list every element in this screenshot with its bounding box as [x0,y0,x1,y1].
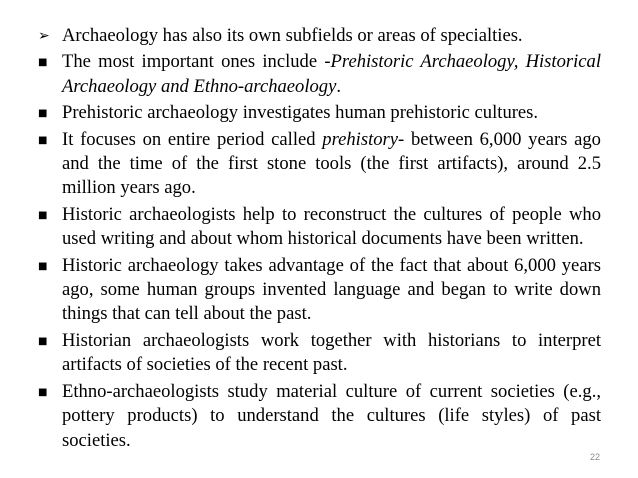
bullet-text [62,51,601,96]
square-bullet-icon: ■ [38,209,48,221]
bullet-item [38,329,601,378]
bullet-text-segment: Prehistoric archaeology investigates human prehistoric cultures. [62,102,539,124]
bullet-text-italic: prehistory [322,128,399,150]
bullet-item [38,50,601,99]
bullet-text [62,381,601,451]
square-bullet-icon: ■ [38,335,48,347]
bullet-text-italic: Prehistoric Archaeology, Historical Archaeology and Ethno-archaeology [62,51,601,97]
bullet-list [38,24,601,455]
bullet-text [62,204,601,249]
bullet-text-segment: Historian archaeologists work together with historians to interpret artifacts of societies of the recent past. [62,329,601,376]
bullet-text [62,102,538,123]
bullet-item [38,128,601,201]
bullet-item [38,254,601,327]
square-bullet-icon: ■ [38,260,48,272]
bullet-text-segment: Historic archaeology takes advantage of the fact that about 6,000 years ago, some human groups invented language and began to write down things that can tell about the past. [62,254,601,325]
bullet-text [62,25,523,46]
bullet-item [38,203,601,252]
bullet-text-segment: - between 6,000 years ago and the time of the first stone tools (the first artifacts), around 2.5 million years ago. [62,128,601,199]
bullet-text-segment: The most important ones include - [62,51,331,73]
bullet-item [38,24,601,48]
bullet-item [38,101,601,125]
bullet-text-segment: Ethno-archaeologists study material culture of current societies (e.g., pottery products) to understand the cultures (life styles) of past societies. [62,380,601,451]
bullet-text [62,129,601,199]
square-bullet-icon: ■ [38,386,48,398]
bullet-item [38,380,601,453]
arrow-bullet-icon: ➢ [38,28,50,44]
square-bullet-icon: ■ [38,134,48,146]
square-bullet-icon: ■ [38,57,48,69]
square-bullet-icon: ■ [38,108,48,120]
bullet-text-segment: Historic archaeologists help to reconstruct the cultures of people who used writing and about whom historical documents have been written. [62,203,601,250]
bullet-text-segment: Archaeology has also its own subfields or areas of specialties. [62,25,523,46]
bullet-text [62,255,601,325]
bullet-text [62,330,601,375]
bullet-text-segment: It focuses on entire period called [62,128,323,150]
page-number: 22 [589,452,600,462]
bullet-text-segment: . [336,75,342,97]
